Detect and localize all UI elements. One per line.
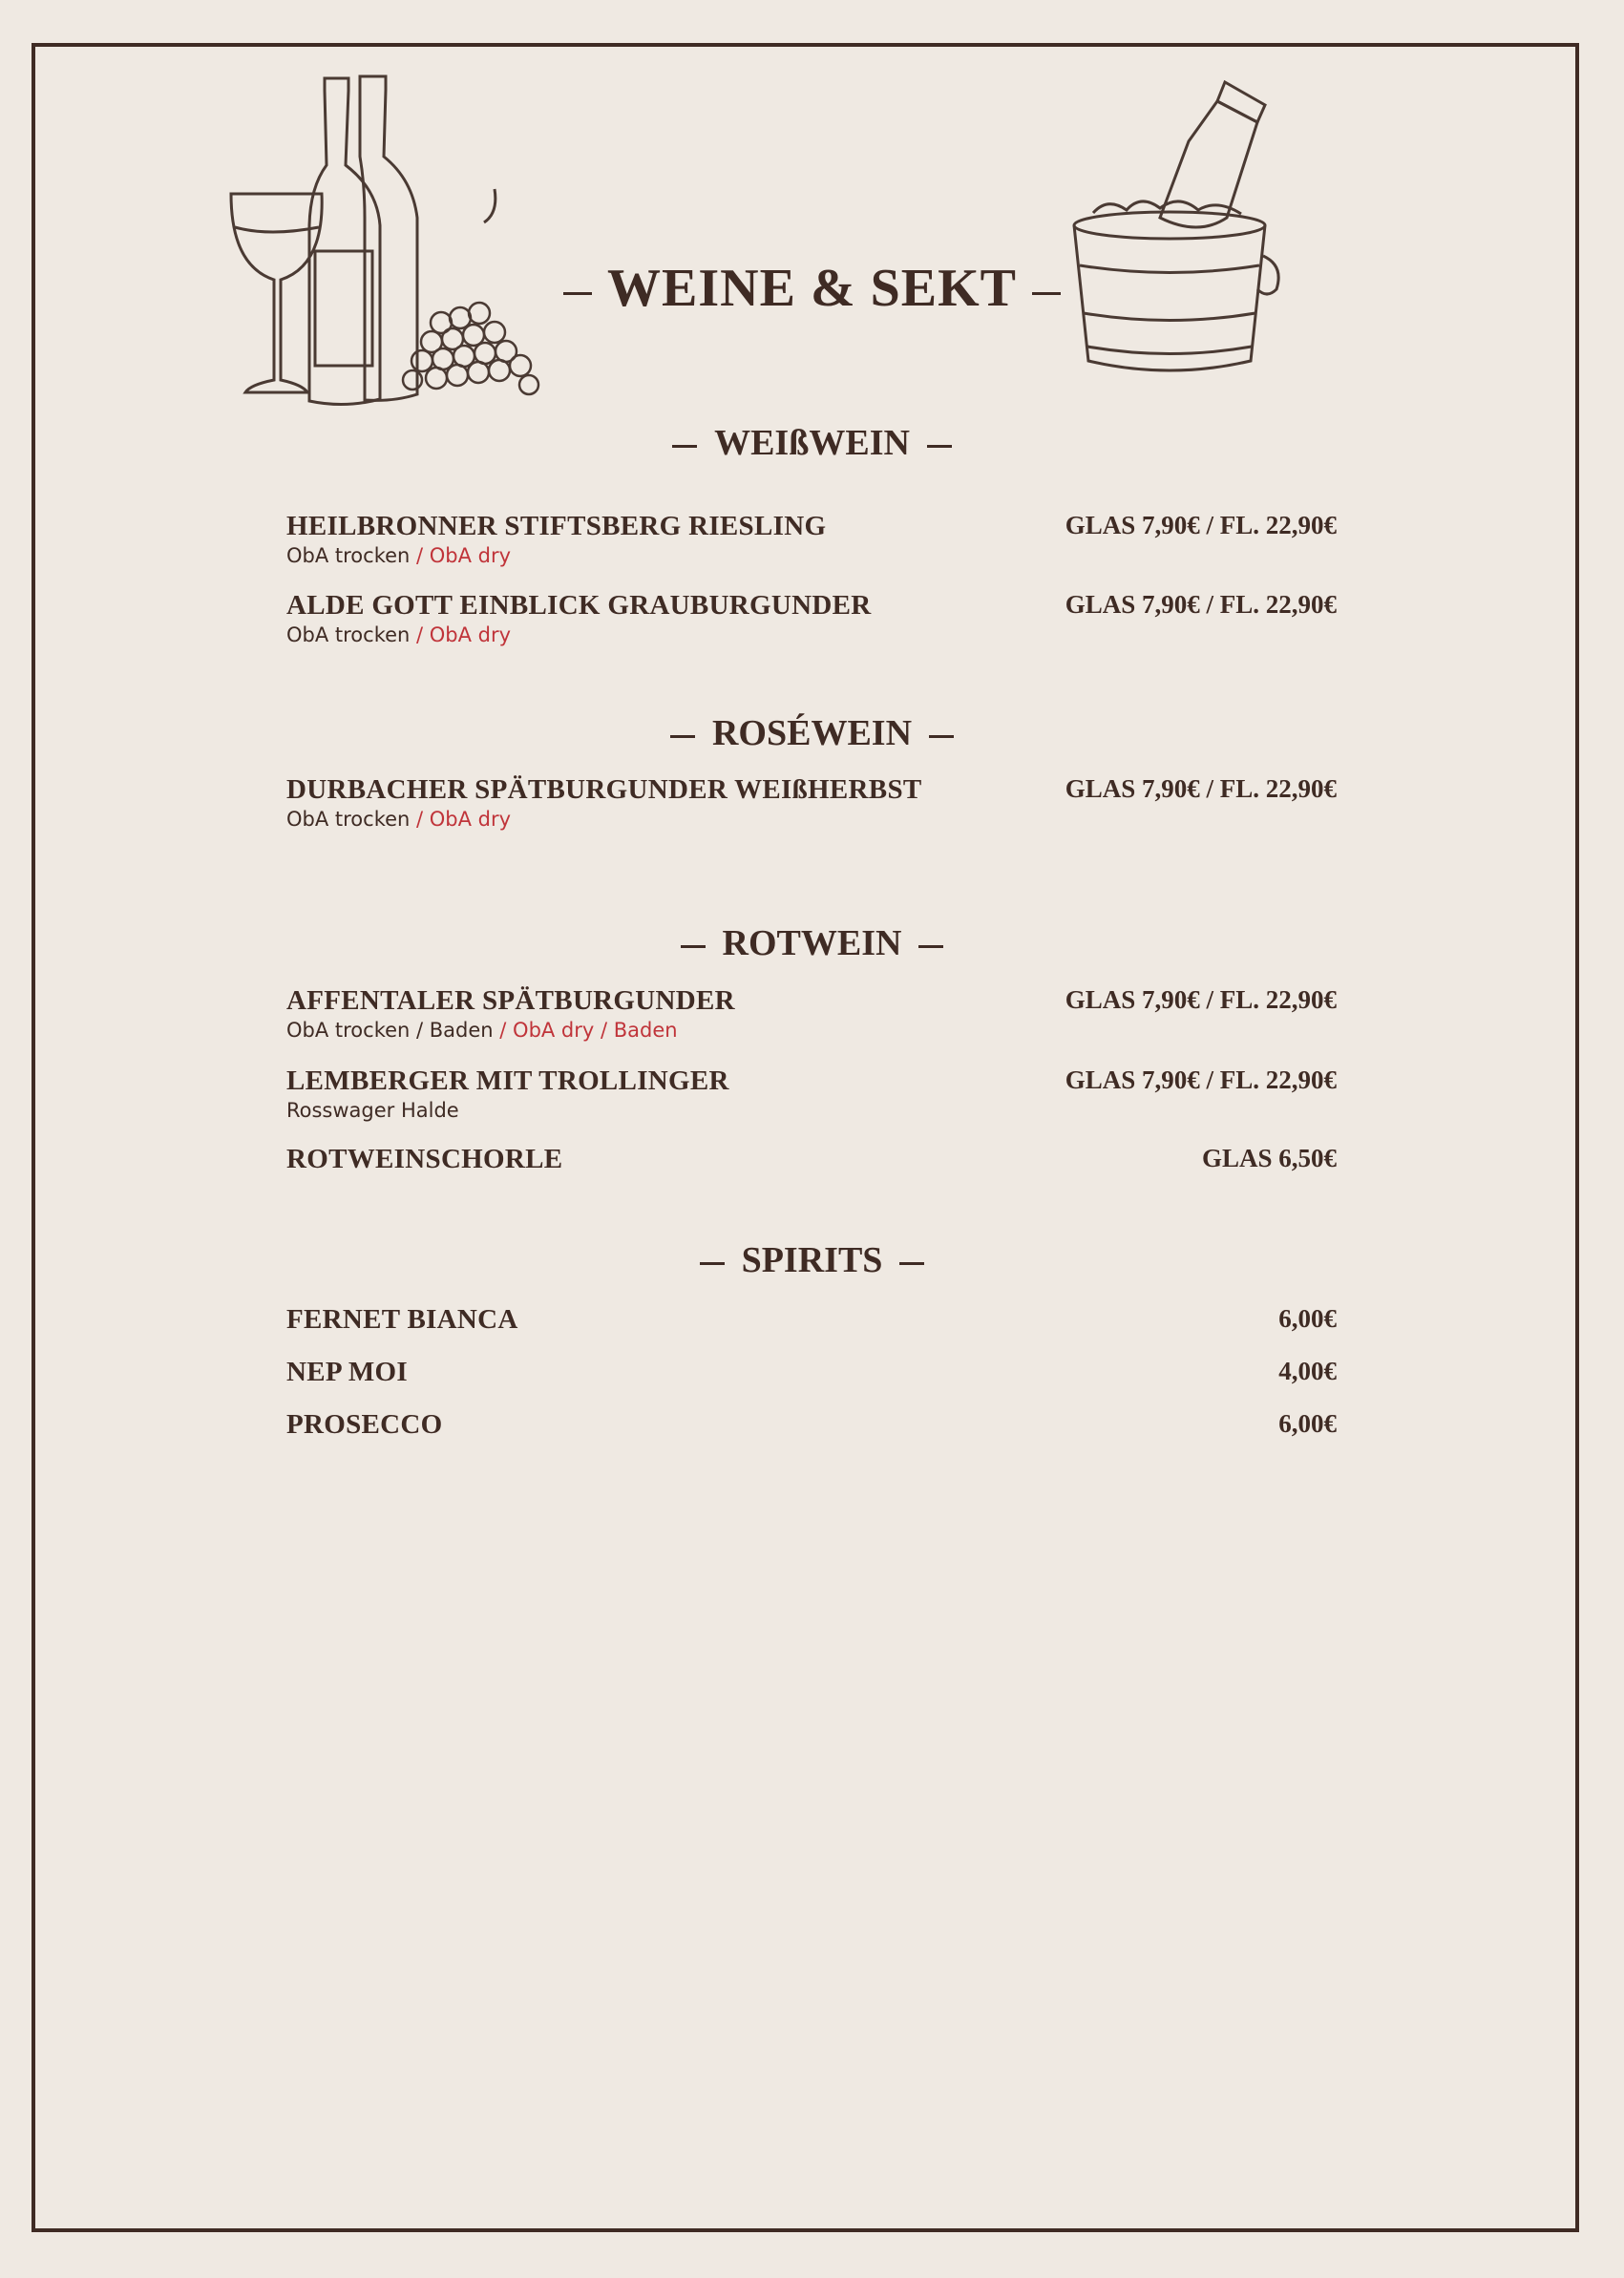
section-title-weisswein: WEIßWEIN [0,422,1624,464]
item-price: GLAS 7,90€ / FL. 22,90€ [1065,511,1337,539]
page-title: WEINE & SEKT [0,258,1624,319]
menu-item: FERNET BIANCA 6,00€ [286,1304,1337,1335]
section-title-rotwein: ROTWEIN [0,922,1624,964]
title-dash-left [563,292,592,295]
item-price: GLAS 6,50€ [1201,1144,1337,1172]
item-description: Rosswager Halde [286,1099,459,1122]
menu-item: NEP MOI 4,00€ [286,1357,1337,1387]
item-price: 6,00€ [1278,1304,1337,1333]
section-title-spirits: SPIRITS [0,1239,1624,1281]
menu-item: ALDE GOTT EINBLICK GRAUBURGUNDER ObA trocken / ObA dry GLAS 7,90€ / FL. 22,90€ [286,590,1337,646]
item-price: GLAS 7,90€ / FL. 22,90€ [1065,1065,1337,1094]
menu-item: DURBACHER SPÄTBURGUNDER WEIßHERBST ObA trocken / ObA dry GLAS 7,90€ / FL. 22,90€ [286,774,1337,831]
champagne-bucket-illustration [1055,74,1284,390]
menu-item: PROSECCO 6,00€ [286,1409,1337,1440]
wine-bottles-illustration [221,74,546,409]
menu-item: AFFENTALER SPÄTBURGUNDER ObA trocken / Baden / ObA dry / Baden GLAS 7,90€ / FL. 22,90€ [286,985,1337,1042]
item-description: ObA trocken / ObA dry [286,544,512,567]
title-dash-right [1032,292,1061,295]
menu-item: ROTWEINSCHORLE GLAS 6,50€ [286,1144,1337,1174]
item-price: GLAS 7,90€ / FL. 22,90€ [1065,774,1337,803]
item-price: GLAS 7,90€ / FL. 22,90€ [1065,590,1337,619]
item-description: ObA trocken / ObA dry [286,808,512,831]
section-title-rosewein: ROSÉWEIN [0,712,1624,754]
menu-item: LEMBERGER MIT TROLLINGER Rosswager Halde GLAS 7,90€ / FL. 22,90€ [286,1065,1337,1122]
item-price: 4,00€ [1278,1357,1337,1385]
item-description: ObA trocken / Baden / ObA dry / Baden [286,1019,678,1042]
item-price: 6,00€ [1278,1409,1337,1438]
menu-item: HEILBRONNER STIFTSBERG RIESLING ObA trocken / ObA dry GLAS 7,90€ / FL. 22,90€ [286,511,1337,567]
item-description: ObA trocken / ObA dry [286,623,512,646]
item-price: GLAS 7,90€ / FL. 22,90€ [1065,985,1337,1014]
